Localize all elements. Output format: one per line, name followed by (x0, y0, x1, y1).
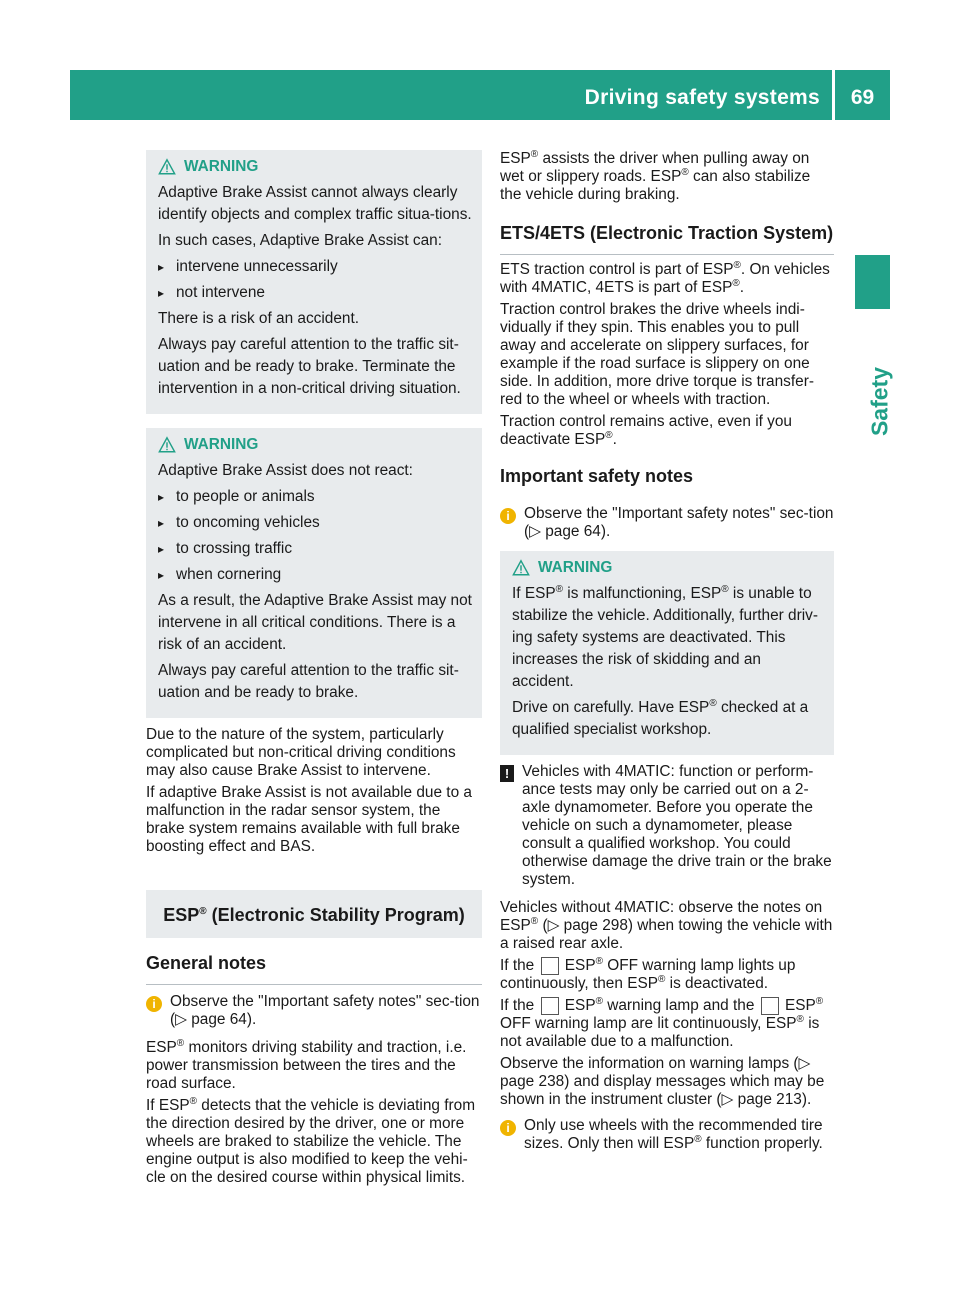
subheading-general-notes: General notes (146, 952, 482, 985)
note-text: Observe the "Important safety notes" sec-tion (▷ page 64). (170, 993, 480, 1028)
warning-header (158, 156, 472, 178)
info-icon: i (500, 508, 516, 524)
list-item-text: when cornering (176, 566, 282, 583)
warning-text: In such cases, Adaptive Brake Assist can: (158, 232, 443, 249)
list-item (158, 282, 472, 304)
list-item-text: intervene unnecessarily (176, 258, 338, 275)
body-paragraph: ESP® assists the driver when pulling away on wet or slippery roads. ESP® can also stabilize the vehicle during braking. (500, 148, 811, 203)
bullet-icon: ▸ (158, 286, 165, 300)
body-paragraph: If the ESP® OFF warning lamp lights up continuously, then ESP® is deactivated. (500, 955, 796, 993)
warning-box (500, 551, 834, 755)
heading-text: (Electronic Stability Program) (206, 905, 465, 925)
body-text-group (146, 1039, 482, 1187)
right-column (500, 150, 834, 1163)
warning-text: Drive on carefully. Have ESP® checked at a qualified specialist workshop. (512, 697, 809, 738)
side-tab-marker (855, 255, 890, 309)
body-paragraph: If ESP® detects that the vehicle is deviating from the direction desired by the driver, one or more wheels are braked to stabilize the vehicle. The engine output is also modified to keep the vehi-cle on the desired course within physical limits. (146, 1095, 476, 1186)
registered-mark: ® (199, 906, 207, 917)
warning-title: WARNING (184, 158, 259, 175)
note-text: Observe the "Important safety notes" sec-tion (▷ page 64). (524, 505, 834, 540)
body-text-group (500, 150, 834, 204)
list-item (158, 538, 472, 560)
bullet-icon: ▸ (158, 260, 165, 274)
list-item-text: to crossing traffic (176, 540, 293, 557)
body-text-group (146, 726, 482, 856)
section-title: Driving safety systems (584, 86, 820, 109)
warning-triangle-icon (158, 158, 176, 176)
list-item (158, 256, 472, 278)
body-text-group (500, 261, 834, 449)
list-item-text: to oncoming vehicles (176, 514, 320, 531)
bullet-icon: ▸ (158, 542, 165, 556)
esp-off-lamp-icon (541, 957, 559, 975)
info-note (146, 993, 482, 1033)
warning-text: There is a risk of an accident. (158, 310, 360, 327)
warning-text: Always pay careful attention to the traffic sit-uation and be ready to brake. (158, 662, 459, 701)
bullet-icon: ▸ (158, 490, 165, 504)
warning-title: WARNING (538, 559, 613, 576)
note-text: Only use wheels with the recommended tire sizes. Only then will ESP® function properly. (524, 1117, 823, 1153)
body-paragraph: Traction control brakes the drive wheels indi-vidually if they spin. This enables you to pull away and accelerate on slippery surfaces, for example if the road surface is slippery on one side. In addition, more drive torque is transfer-red to the wheel or wheels with traction. (500, 301, 814, 408)
warning-triangle-icon (158, 436, 176, 454)
warning-triangle-icon (512, 559, 530, 577)
body-paragraph: ESP® monitors driving stability and traction, i.e. power transmission between the tires and the road surface. (146, 1037, 467, 1092)
warning-header (512, 557, 824, 579)
body-paragraph: If the ESP® warning lamp and the ESP® OFF warning lamp are lit continuously, ESP® is not available due to a malfunction. (500, 996, 824, 1051)
caution-note (500, 763, 834, 893)
info-icon: i (500, 1120, 516, 1136)
bullet-icon: ▸ (158, 516, 165, 530)
bullet-icon: ▸ (158, 568, 165, 582)
note-text: Vehicles with 4MATIC: function or perform-ance tests may only be carried out on a 2-axle dynamometer. Before you operate the vehicle on such a dynamometer, please consult a qualified workshop. You could otherwise damage the drive train or the brake system. (522, 763, 832, 888)
subheading-important-safety: Important safety notes (500, 466, 694, 486)
warning-box (146, 428, 482, 718)
warning-title: WARNING (184, 436, 259, 453)
page-number: 69 (850, 86, 875, 109)
info-icon: i (146, 996, 162, 1012)
warning-text: If ESP® is malfunctioning, ESP® is unable to stabilize the vehicle. Additionally, further driv-ing safety systems are deactivated. This increases the risk of skidding and an accident. (512, 583, 818, 690)
warning-box (146, 150, 482, 414)
list-item-text: to people or animals (176, 488, 315, 505)
exclamation-icon: ! (500, 765, 514, 782)
info-note (500, 1117, 834, 1157)
list-item (158, 512, 472, 534)
heading-text: ESP (163, 905, 200, 925)
list-item-text: not intervene (176, 284, 265, 301)
side-section-label: Safety (866, 366, 893, 437)
section-heading-esp (146, 890, 482, 938)
body-paragraph: Due to the nature of the system, particularly complicated but non-critical driving conditions may also cause Brake Assist to intervene. (146, 726, 456, 779)
warning-text: Adaptive Brake Assist does not react: (158, 462, 413, 479)
esp-warning-lamp-icon (541, 997, 559, 1015)
list-item (158, 564, 472, 586)
info-note (500, 505, 834, 545)
left-column (146, 150, 482, 1191)
subheading-ets: ETS/4ETS (Electronic Traction System) (500, 222, 834, 255)
body-paragraph: Traction control remains active, even if you deactivate ESP®. (500, 413, 792, 448)
list-item (158, 486, 472, 508)
warning-text: Always pay careful attention to the traffic sit-uation and be ready to brake. Terminate the intervention in a non-critical driving situation. (158, 336, 461, 397)
body-paragraph: ETS traction control is part of ESP®. On vehicles with 4MATIC, 4ETS is part of ESP®. (500, 259, 830, 296)
warning-text: Adaptive Brake Assist cannot always clearly identify objects and complex traffic situa-tions. (158, 184, 472, 223)
warning-header (158, 434, 472, 456)
body-paragraph: Vehicles without 4MATIC: observe the notes on ESP® (▷ page 298) when towing the vehicle with a raised rear axle. (500, 899, 833, 952)
warning-text: As a result, the Adaptive Brake Assist may not intervene in all critical conditions. There is a risk of an accident. (158, 592, 472, 653)
body-paragraph: Observe the information on warning lamps (▷ page 238) and display messages which may be shown in the instrument cluster (▷ page 213). (500, 1055, 825, 1109)
body-paragraph: If adaptive Brake Assist is not available due to a malfunction in the radar sensor system, the brake system remains available with full brake boosting effect and BAS. (146, 784, 472, 855)
body-text-group (500, 899, 834, 1109)
esp-off-lamp-icon (761, 997, 779, 1015)
